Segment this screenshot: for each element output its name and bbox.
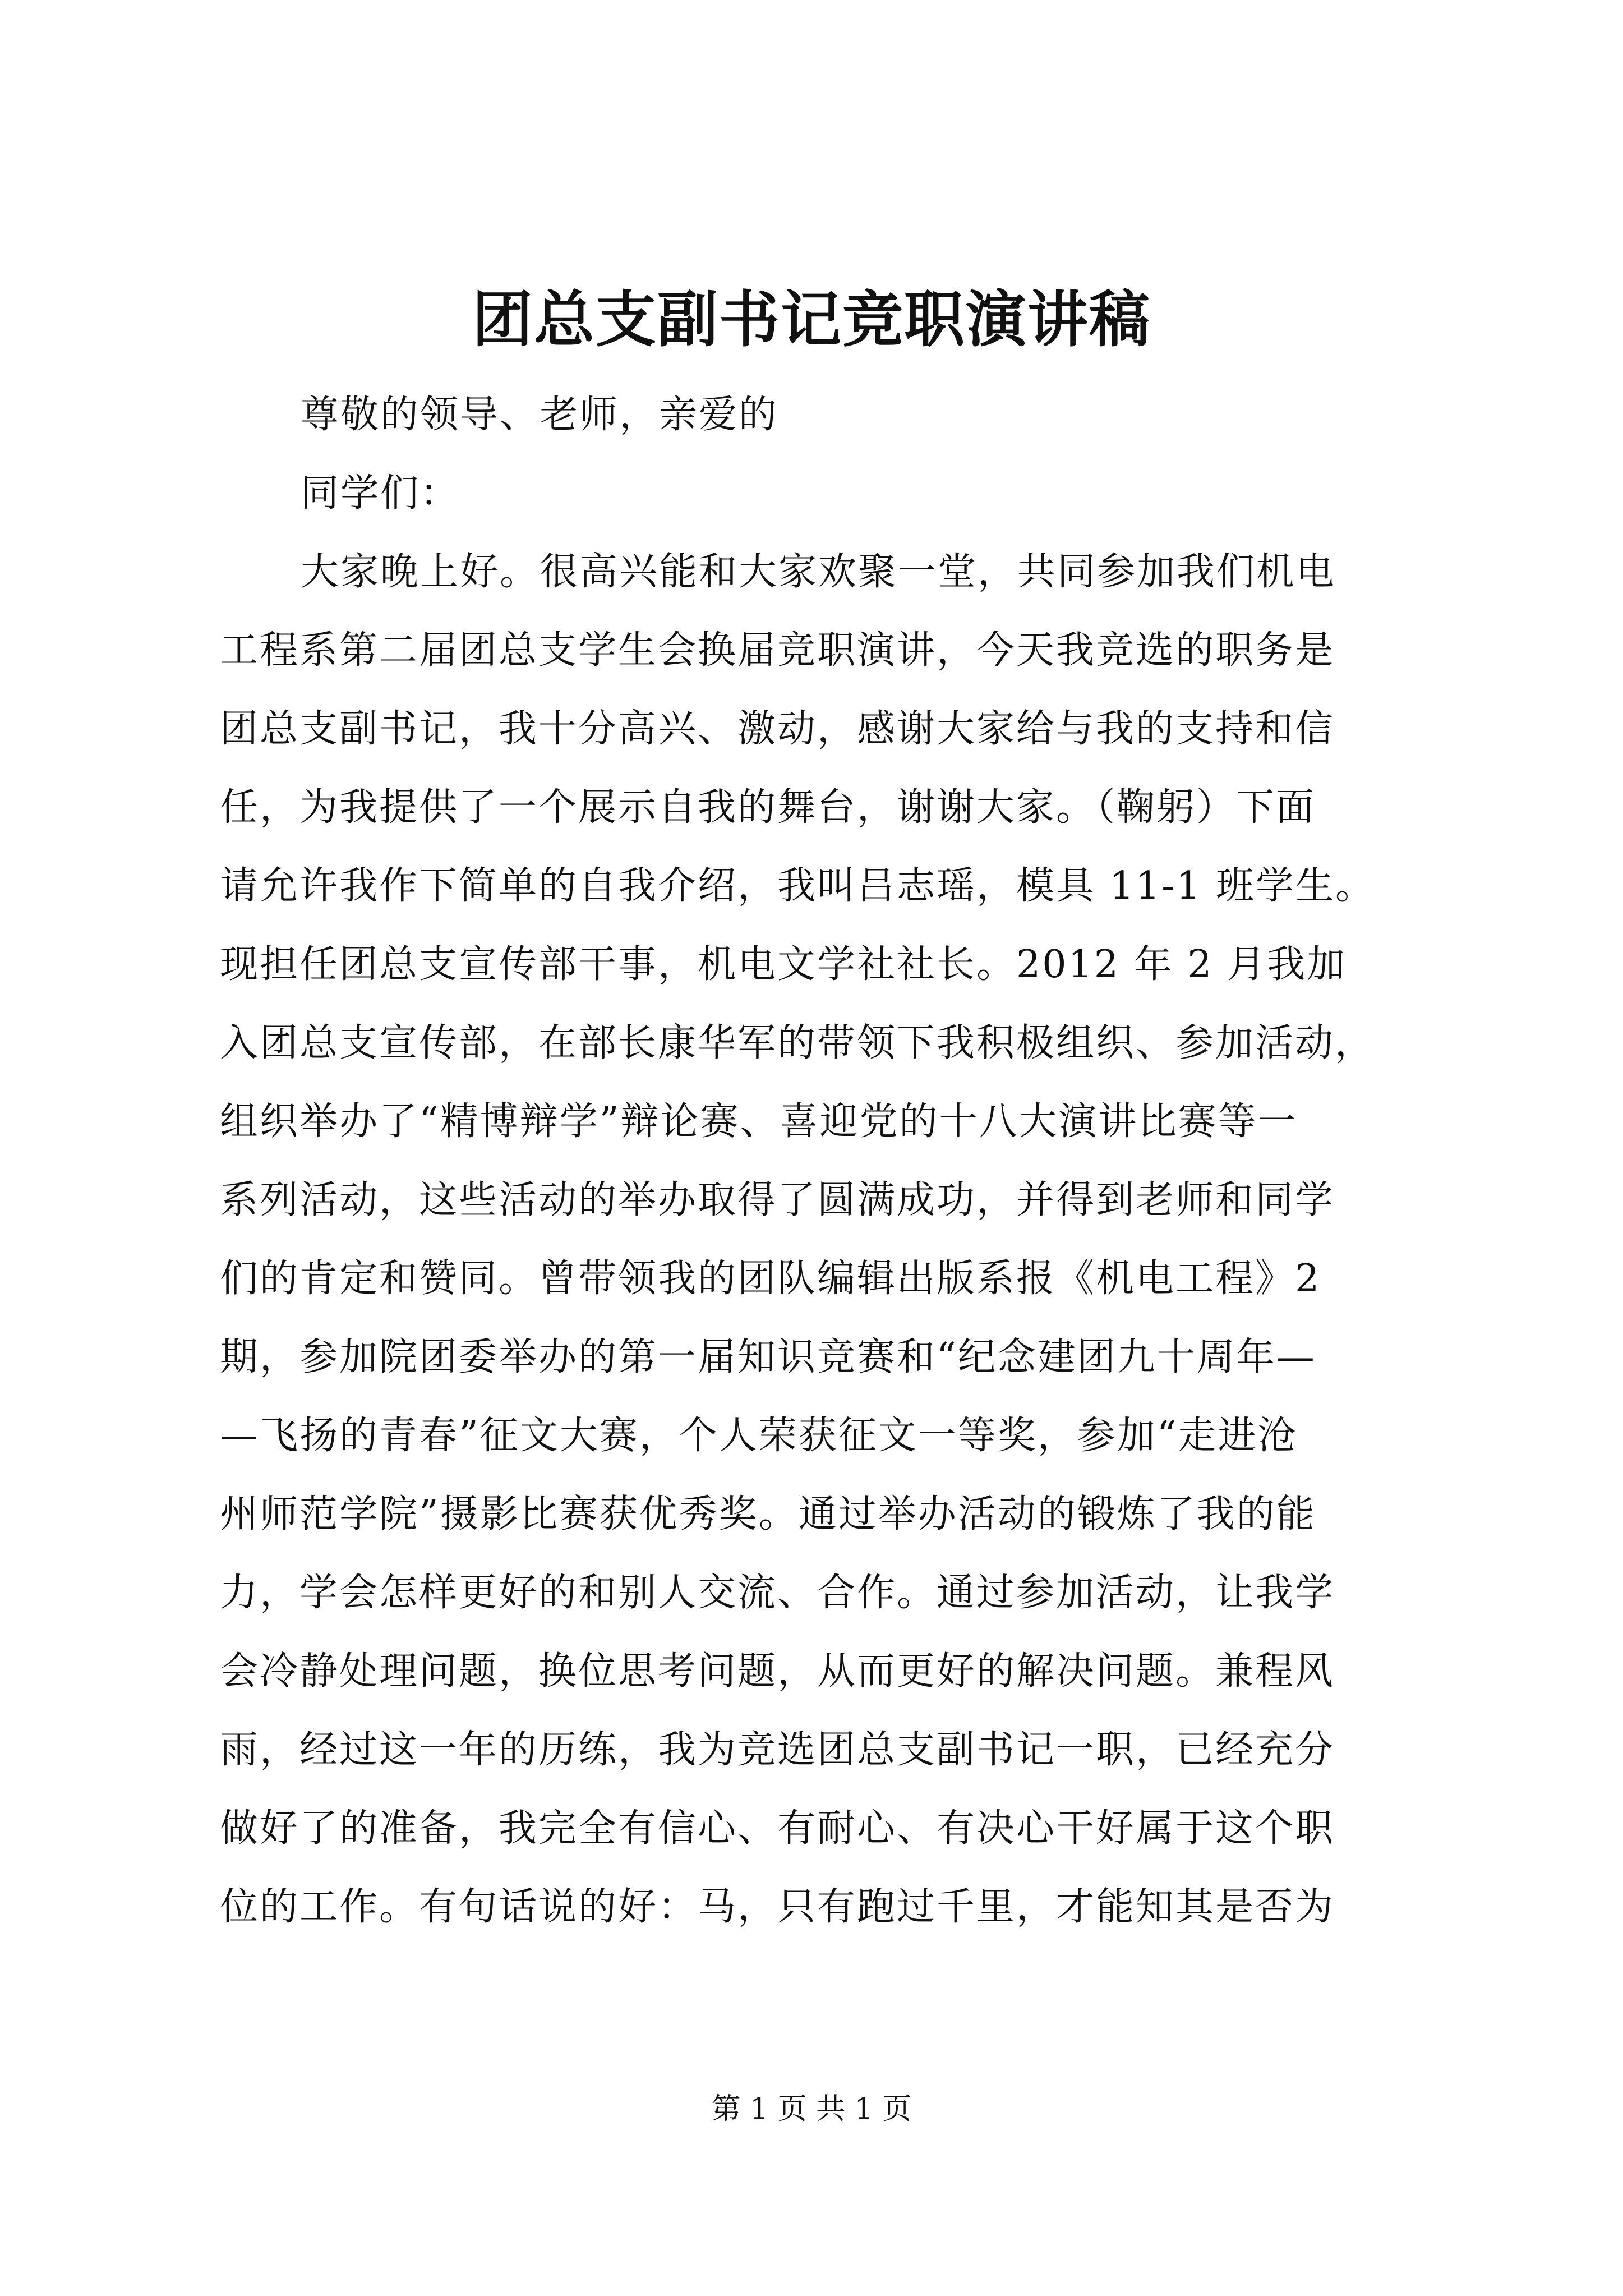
paragraph-line: 入团总支宣传部，在部长康华军的带领下我积极组织、参加活动， (220, 1021, 1375, 1065)
paragraph-line: 雨，经过这一年的历练，我为竞选团总支副书记一职，已经充分 (220, 1728, 1335, 1772)
paragraph-line: 工程系第二届团总支学生会换届竞职演讲，今天我竞选的职务是 (220, 628, 1335, 673)
paragraph-line: 位的工作。有句话说的好：马，只有跑过千里，才能知其是否为 (220, 1885, 1335, 1929)
paragraph-line: 团总支副书记，我十分高兴、激动，感谢大家给与我的支持和信 (220, 707, 1335, 751)
paragraph-line: 任，为我提供了一个展示自我的舞台，谢谢大家。（鞠躬）下面 (220, 785, 1316, 830)
salutation-line-1: 尊敬的领导、老师，亲爱的 (301, 393, 779, 437)
paragraph-line: 期，参加院团委举办的第一届知识竞赛和“纪念建团九十周年— (220, 1335, 1316, 1379)
paragraph-line: 系列活动，这些活动的举办取得了圆满成功，并得到老师和同学 (220, 1178, 1335, 1222)
page-footer: 第 1 页 共 1 页 (711, 2092, 912, 2126)
paragraph-line: 做好了的准备，我完全有信心、有耐心、有决心干好属于这个职 (220, 1806, 1335, 1851)
paragraph-line: 大家晚上好。很高兴能和大家欢聚一堂，共同参加我们机电 (301, 550, 1336, 594)
document-title: 团总支副书记竞职演讲稿 (472, 284, 1151, 355)
paragraph-line: 力，学会怎样更好的和别人交流、合作。通过参加活动，让我学 (220, 1571, 1335, 1615)
paragraph-line: 们的肯定和赞同。曾带领我的团队编辑出版系报《机电工程》2 (220, 1257, 1321, 1301)
paragraph-line: —飞扬的青春”征文大赛，个人荣获征文一等奖，参加“走进沧 (220, 1414, 1298, 1458)
paragraph-line: 现担任团总支宣传部干事，机电文学社社长。2012 年 2 月我加 (220, 942, 1347, 987)
paragraph-line: 组织举办了“精博辩学”辩论赛、喜迎党的十八大演讲比赛等一 (220, 1099, 1298, 1144)
salutation-line-2: 同学们： (301, 471, 460, 516)
paragraph-line: 州师范学院”摄影比赛获优秀奖。通过举办活动的锻炼了我的能 (220, 1492, 1316, 1536)
paragraph-line: 请允许我作下简单的自我介绍，我叫吕志瑶，模具 11-1 班学生。 (220, 864, 1375, 908)
paragraph-line: 会冷静处理问题，换位思考问题，从而更好的解决问题。兼程风 (220, 1649, 1335, 1694)
